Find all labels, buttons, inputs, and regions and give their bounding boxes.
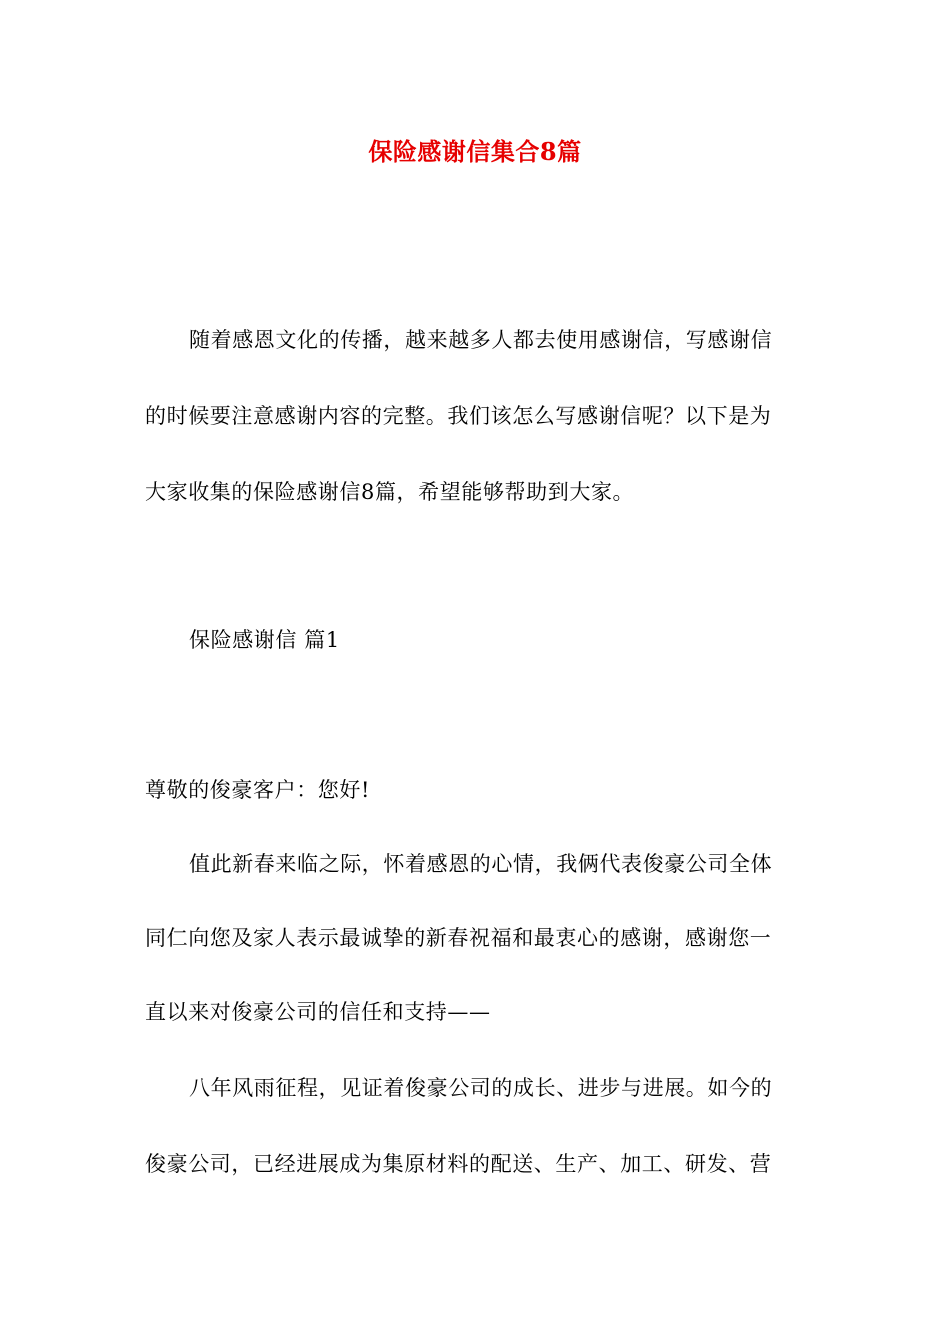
intro-line-2: 的时候要注意感谢内容的完整。我们该怎么写感谢信呢？以下是为 — [145, 404, 772, 428]
paragraph1-line-3: 直以来对俊豪公司的信任和支持—— — [145, 1000, 491, 1024]
section-heading: 保险感谢信 篇1 — [189, 628, 340, 652]
paragraph2-line-2: 俊豪公司，已经进展成为集原材料的配送、生产、加工、研发、营 — [145, 1152, 772, 1176]
intro-line-1: 随着感恩文化的传播，越来越多人都去使用感谢信，写感谢信 — [189, 328, 773, 352]
salutation: 尊敬的俊豪客户：您好! — [145, 778, 371, 802]
paragraph1-line-1: 值此新春来临之际，怀着感恩的心情，我俩代表俊豪公司全体 — [189, 852, 773, 876]
document-title: 保险感谢信集合8篇 — [368, 137, 582, 166]
intro-line-3: 大家收集的保险感谢信8篇，希望能够帮助到大家。 — [145, 480, 635, 504]
paragraph2-line-1: 八年风雨征程，见证着俊豪公司的成长、进步与进展。如今的 — [189, 1076, 773, 1100]
paragraph1-line-2: 同仁向您及家人表示最诚挚的新春祝福和最衷心的感谢，感谢您一 — [145, 926, 772, 950]
